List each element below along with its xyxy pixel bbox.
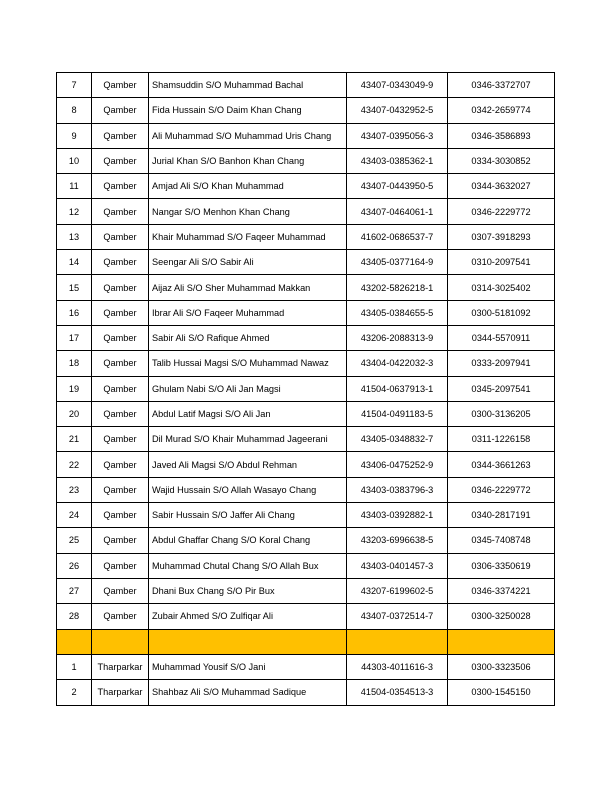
table-row xyxy=(57,553,555,578)
district-cell: Qamber xyxy=(92,578,149,603)
phone-cell: 0344-5570911 xyxy=(448,325,555,350)
name-cell: Zubair Ahmed S/O Zulfiqar Ali xyxy=(149,604,347,629)
district-cell: Qamber xyxy=(92,250,149,275)
table-row xyxy=(57,325,555,350)
district-cell: Qamber xyxy=(92,300,149,325)
district-cell: Qamber xyxy=(92,376,149,401)
name-cell: Fida Hussain S/O Daim Khan Chang xyxy=(149,98,347,123)
phone-cell: 0300-3250028 xyxy=(448,604,555,629)
serial-number-cell: 9 xyxy=(57,123,92,148)
name-cell: Dhani Bux Chang S/O Pir Bux xyxy=(149,578,347,603)
cnic-cell: 43403-0385362-1 xyxy=(347,148,448,173)
district-cell: Qamber xyxy=(92,98,149,123)
phone-cell: 0300-3323506 xyxy=(448,655,555,680)
name-cell: Muhammad Yousif S/O Jani xyxy=(149,655,347,680)
phone-cell: 0310-2097541 xyxy=(448,250,555,275)
table-row xyxy=(57,477,555,502)
cnic-cell: 43207-6199602-5 xyxy=(347,578,448,603)
name-cell: Khair Muhammad S/O Faqeer Muhammad xyxy=(149,224,347,249)
district-cell: Qamber xyxy=(92,325,149,350)
table-row xyxy=(57,250,555,275)
table-row xyxy=(57,148,555,173)
serial-number-cell: 11 xyxy=(57,174,92,199)
district-cell: Qamber xyxy=(92,553,149,578)
cnic-cell: 43403-0392882-1 xyxy=(347,503,448,528)
phone-cell: 0300-5181092 xyxy=(448,300,555,325)
serial-number-cell: 28 xyxy=(57,604,92,629)
name-cell: Wajid Hussain S/O Allah Wasayo Chang xyxy=(149,477,347,502)
serial-number-cell: 17 xyxy=(57,325,92,350)
name-cell: Abdul Ghaffar Chang S/O Koral Chang xyxy=(149,528,347,553)
district-cell: Qamber xyxy=(92,528,149,553)
name-cell: Shamsuddin S/O Muhammad Bachal xyxy=(149,73,347,98)
table-row xyxy=(57,503,555,528)
phone-cell: 0346-2229772 xyxy=(448,477,555,502)
phone-cell: 0342-2659774 xyxy=(448,98,555,123)
cnic-cell: 43206-2088313-9 xyxy=(347,325,448,350)
serial-number-cell: 1 xyxy=(57,655,92,680)
name-cell: Dil Murad S/O Khair Muhammad Jageerani xyxy=(149,427,347,452)
name-cell: Muhammad Chutal Chang S/O Allah Bux xyxy=(149,553,347,578)
cnic-cell: 43407-0432952-5 xyxy=(347,98,448,123)
name-cell: Ghulam Nabi S/O Ali Jan Magsi xyxy=(149,376,347,401)
name-cell: Amjad Ali S/O Khan Muhammad xyxy=(149,174,347,199)
cnic-cell: 43405-0348832-7 xyxy=(347,427,448,452)
phone-cell: 0346-3586893 xyxy=(448,123,555,148)
district-cell: Qamber xyxy=(92,148,149,173)
table-row xyxy=(57,224,555,249)
table-row xyxy=(57,401,555,426)
district-cell: Qamber xyxy=(92,477,149,502)
table-row xyxy=(57,300,555,325)
serial-number-cell: 20 xyxy=(57,401,92,426)
phone-cell: 0306-3350619 xyxy=(448,553,555,578)
district-cell: Qamber xyxy=(92,174,149,199)
serial-number-cell: 18 xyxy=(57,351,92,376)
district-cell: Qamber xyxy=(92,123,149,148)
phone-cell: 0346-3374221 xyxy=(448,578,555,603)
cnic-cell: 43407-0464061-1 xyxy=(347,199,448,224)
phone-cell: 0333-2097941 xyxy=(448,351,555,376)
cnic-cell: 41504-0637913-1 xyxy=(347,376,448,401)
name-cell: Shahbaz Ali S/O Muhammad Sadique xyxy=(149,680,347,705)
serial-number-cell: 25 xyxy=(57,528,92,553)
serial-number-cell: 16 xyxy=(57,300,92,325)
phone-cell: 0344-3632027 xyxy=(448,174,555,199)
cnic-cell: 43202-5826218-1 xyxy=(347,275,448,300)
table-row xyxy=(57,123,555,148)
name-cell: Abdul Latif Magsi S/O Ali Jan xyxy=(149,401,347,426)
table-row xyxy=(57,680,555,705)
district-cell: Qamber xyxy=(92,427,149,452)
district-cell: Tharparkar xyxy=(92,655,149,680)
serial-number-cell: 21 xyxy=(57,427,92,452)
district-cell: Qamber xyxy=(92,73,149,98)
name-cell: Talib Hussai Magsi S/O Muhammad Nawaz xyxy=(149,351,347,376)
phone-cell: 0300-1545150 xyxy=(448,680,555,705)
table-row xyxy=(57,376,555,401)
phone-cell: 0334-3030852 xyxy=(448,148,555,173)
serial-number-cell: 13 xyxy=(57,224,92,249)
serial-number-cell: 14 xyxy=(57,250,92,275)
table-row xyxy=(57,655,555,680)
serial-number-cell: 7 xyxy=(57,73,92,98)
phone-cell: 0314-3025402 xyxy=(448,275,555,300)
separator-cell xyxy=(92,629,149,655)
serial-number-cell: 22 xyxy=(57,452,92,477)
cnic-cell: 43407-0395056-3 xyxy=(347,123,448,148)
phone-cell: 0311-1226158 xyxy=(448,427,555,452)
cnic-cell: 44303-4011616-3 xyxy=(347,655,448,680)
cnic-cell: 43406-0475252-9 xyxy=(347,452,448,477)
district-cell: Qamber xyxy=(92,275,149,300)
name-cell: Ali Muhammad S/O Muhammad Uris Chang xyxy=(149,123,347,148)
phone-cell: 0346-3372707 xyxy=(448,73,555,98)
serial-number-cell: 27 xyxy=(57,578,92,603)
name-cell: Aijaz Ali S/O Sher Muhammad Makkan xyxy=(149,275,347,300)
table-row xyxy=(57,98,555,123)
serial-number-cell: 15 xyxy=(57,275,92,300)
district-cell: Qamber xyxy=(92,351,149,376)
serial-number-cell: 24 xyxy=(57,503,92,528)
phone-cell: 0344-3661263 xyxy=(448,452,555,477)
name-cell: Jurial Khan S/O Banhon Khan Chang xyxy=(149,148,347,173)
separator-cell xyxy=(149,629,347,655)
table-row xyxy=(57,73,555,98)
name-cell: Javed Ali Magsi S/O Abdul Rehman xyxy=(149,452,347,477)
table-row xyxy=(57,528,555,553)
records-table xyxy=(56,72,555,706)
records-table-body xyxy=(57,73,555,706)
separator-cell xyxy=(57,629,92,655)
phone-cell: 0345-2097541 xyxy=(448,376,555,401)
name-cell: Sabir Hussain S/O Jaffer Ali Chang xyxy=(149,503,347,528)
table-row xyxy=(57,604,555,629)
district-cell: Qamber xyxy=(92,199,149,224)
table-row xyxy=(57,199,555,224)
cnic-cell: 43405-0377164-9 xyxy=(347,250,448,275)
phone-cell: 0300-3136205 xyxy=(448,401,555,426)
cnic-cell: 41504-0491183-5 xyxy=(347,401,448,426)
separator-cell xyxy=(448,629,555,655)
district-cell: Qamber xyxy=(92,452,149,477)
cnic-cell: 43403-0401457-3 xyxy=(347,553,448,578)
serial-number-cell: 2 xyxy=(57,680,92,705)
cnic-cell: 43407-0372514-7 xyxy=(347,604,448,629)
table-row xyxy=(57,351,555,376)
serial-number-cell: 8 xyxy=(57,98,92,123)
name-cell: Sabir Ali S/O Rafique Ahmed xyxy=(149,325,347,350)
separator-row xyxy=(57,629,555,655)
serial-number-cell: 26 xyxy=(57,553,92,578)
phone-cell: 0346-2229772 xyxy=(448,199,555,224)
district-cell: Qamber xyxy=(92,503,149,528)
serial-number-cell: 23 xyxy=(57,477,92,502)
cnic-cell: 41504-0354513-3 xyxy=(347,680,448,705)
district-cell: Tharparkar xyxy=(92,680,149,705)
phone-cell: 0307-3918293 xyxy=(448,224,555,249)
cnic-cell: 41602-0686537-7 xyxy=(347,224,448,249)
name-cell: Seengar Ali S/O Sabir Ali xyxy=(149,250,347,275)
cnic-cell: 43407-0343049-9 xyxy=(347,73,448,98)
district-cell: Qamber xyxy=(92,401,149,426)
name-cell: Ibrar Ali S/O Faqeer Muhammad xyxy=(149,300,347,325)
phone-cell: 0340-2817191 xyxy=(448,503,555,528)
cnic-cell: 43404-0422032-3 xyxy=(347,351,448,376)
serial-number-cell: 12 xyxy=(57,199,92,224)
cnic-cell: 43403-0383796-3 xyxy=(347,477,448,502)
table-row xyxy=(57,452,555,477)
table-row xyxy=(57,275,555,300)
serial-number-cell: 10 xyxy=(57,148,92,173)
name-cell: Nangar S/O Menhon Khan Chang xyxy=(149,199,347,224)
serial-number-cell: 19 xyxy=(57,376,92,401)
table-row xyxy=(57,427,555,452)
phone-cell: 0345-7408748 xyxy=(448,528,555,553)
cnic-cell: 43203-6996638-5 xyxy=(347,528,448,553)
cnic-cell: 43405-0384655-5 xyxy=(347,300,448,325)
district-cell: Qamber xyxy=(92,224,149,249)
table-row xyxy=(57,174,555,199)
cnic-cell: 43407-0443950-5 xyxy=(347,174,448,199)
district-cell: Qamber xyxy=(92,604,149,629)
table-row xyxy=(57,578,555,603)
separator-cell xyxy=(347,629,448,655)
